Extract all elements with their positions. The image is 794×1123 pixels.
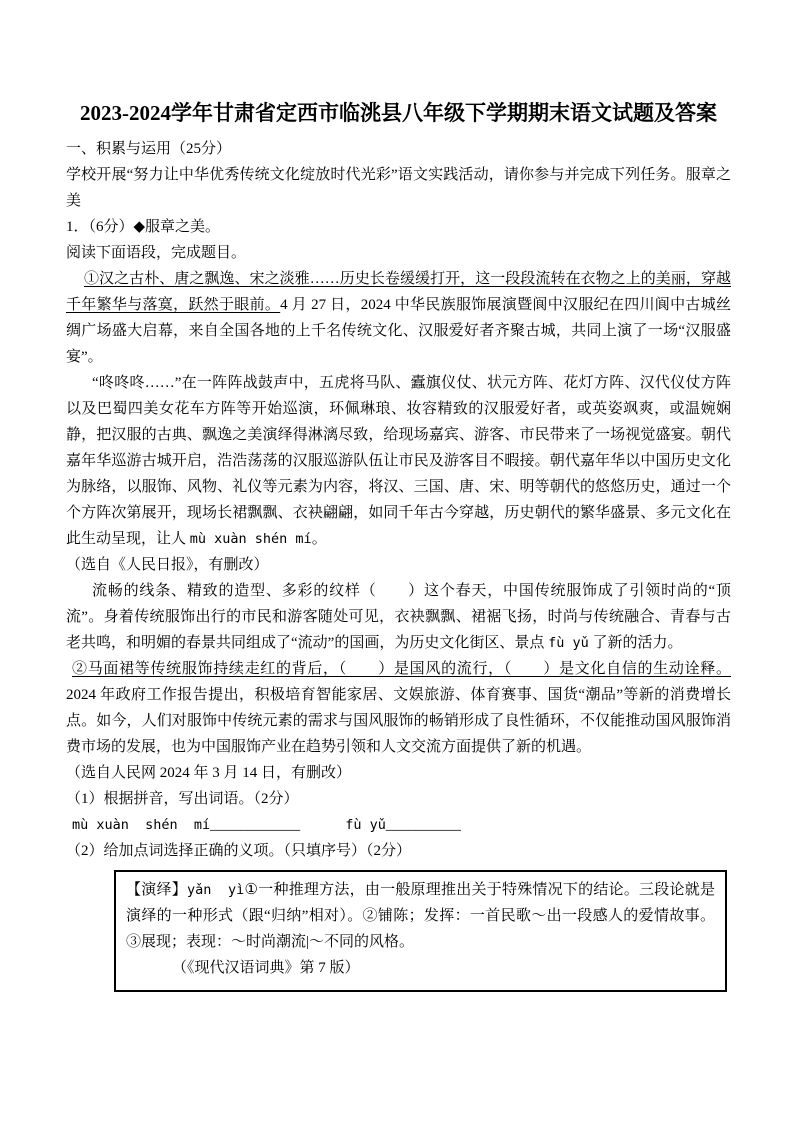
answer-blank-2: __________: [385, 817, 461, 833]
passage-paragraph-3: [66, 578, 731, 656]
dictionary-source: （《现代汉语词典》第 7 版）: [172, 960, 360, 976]
blank-gap: [300, 817, 345, 833]
paragraph-3-text-a: 流畅的线条、精致的造型、多彩的纹样（ ）这个春天，中国传统服饰成了引领时尚的“顶流”。身着传统服饰出行的市民和游客随处可见，衣袂飘飘、裙裾飞扬，时尚与传统融合、青春与古老共鸣，和明媚的春景共同组成了“流动”的国画，为历史文化街区、景点: [66, 583, 731, 651]
pinyin-blank-label-1: mù xuàn shén mí: [72, 817, 211, 833]
sub-question-1: （1）根据拼音，写出词语。（2分）: [66, 791, 299, 807]
source-citation-2: （选自人民网 2024 年 3 月 14 日，有删改）: [66, 765, 352, 781]
answer-blank-1: ____________: [210, 817, 301, 833]
activity-intro: 学校开展“努力让中华优秀传统文化绽放时代光彩”语文实践活动，请你参与并完成下列任务。服章之美: [66, 167, 731, 209]
document-title: 2023-2024学年甘肃省定西市临洮县八年级下学期期末语文试题及答案: [80, 101, 717, 125]
paragraph-3-text-b: 了新的活力。: [588, 635, 683, 651]
entry-definitions: ①一种推理方法，由一般原理推出关于特殊情况下的结论。三段论就是演绎的一种形式（跟“归纳”相对）。②铺陈；发挥：一首民歌～出一段感人的爱情故事。③展现；表现：～时尚潮流|～不同的风格。: [126, 882, 715, 950]
entry-pinyin: yǎn yì: [186, 882, 245, 898]
paragraph-2-end: 。: [311, 531, 327, 547]
paragraph-1-rest: 4 月 27 日，2024 中华民族服饰展演暨阆中汉服纪在四川阆中古城丝绸广场盛大启幕，来自全国各地的上千名传统文化、汉服爱好者齐聚古城，共同上演了一场“汉服盛宴”。: [66, 297, 731, 365]
dictionary-entry: [126, 877, 715, 955]
passage-paragraph-2: [66, 370, 731, 552]
underlined-sentence-2: ②马面裙等传统服饰持续走红的背后，（ ）是国风的流行，（ ）是文化自信的生动诠释。: [72, 661, 731, 677]
question-1-label: 1．（6分）◆服章之美。: [66, 219, 221, 235]
passage-paragraph-1: [66, 266, 731, 370]
entry-headword: 【演绎】: [126, 882, 187, 898]
section-heading: 一、积累与运用（25分）: [66, 141, 232, 157]
source-citation-1: （选自《人民日报》，有删改）: [66, 557, 269, 573]
pinyin-answer-line: [66, 812, 731, 838]
reading-prompt: 阅读下面语段，完成题目。: [66, 245, 247, 261]
sub-question-2: （2）给加点词选择正确的义项。（只填序号）（2分）: [66, 843, 412, 859]
passage-paragraph-4: [66, 656, 731, 760]
document-body: [66, 136, 731, 992]
pinyin-muxuanshenmi: mù xuàn shén mí: [189, 531, 312, 547]
pinyin-blank-label-2: fù yǔ: [345, 817, 386, 833]
paragraph-4-rest: 2024 年政府工作报告提出，积极培育智能家居、文娱旅游、体育赛事、国货“潮品”等新的消费增长点。如今，人们对服饰中传统元素的需求与国风服饰的畅销形成了良性循环，不仅能推动国风服饰消费市场的发展，也为中国服饰产业在趋势引领和人文交流方面提供了新的机遇。: [66, 687, 731, 755]
paragraph-2-text: “咚咚咚……”在一阵阵战鼓声中，五虎将马队、蠹旗仪仗、状元方阵、花灯方阵、汉代仪仗方阵以及巴蜀四美女花车方阵等开始巡演，环佩琳琅、妆容精致的汉服爱好者，或英姿飒爽，或温婉娴静，把汉服的古典、飘逸之美演绎得淋漓尽致，给现场嘉宾、游客、市民带来了一场视觉盛宴。朝代嘉年华巡游古城开启，浩浩荡荡的汉服巡游队伍让市民及游客目不暇接。朝代嘉年华以中国历史文化为脉络，以服饰、风物、礼仪等元素为内容，将汉、三国、唐、宋、明等朝代的悠悠历史，通过一个个方阵次第展开，现场长裙飘飘、衣袂翩翩，如同千年古今穿越，历史朝代的繁华盛景、多元文化在此生动呈现，让人: [66, 375, 731, 547]
underlined-sentence-1: ①汉之古朴、唐之飘逸、宋之淡雅……历史长卷缓缓打开，这一段段流转在衣物之上的美丽，穿越千年繁华与落寞，跃然于眼前。: [66, 271, 731, 313]
dictionary-entry-box: [114, 870, 727, 992]
pinyin-fuyu: fù yǔ: [548, 635, 589, 651]
